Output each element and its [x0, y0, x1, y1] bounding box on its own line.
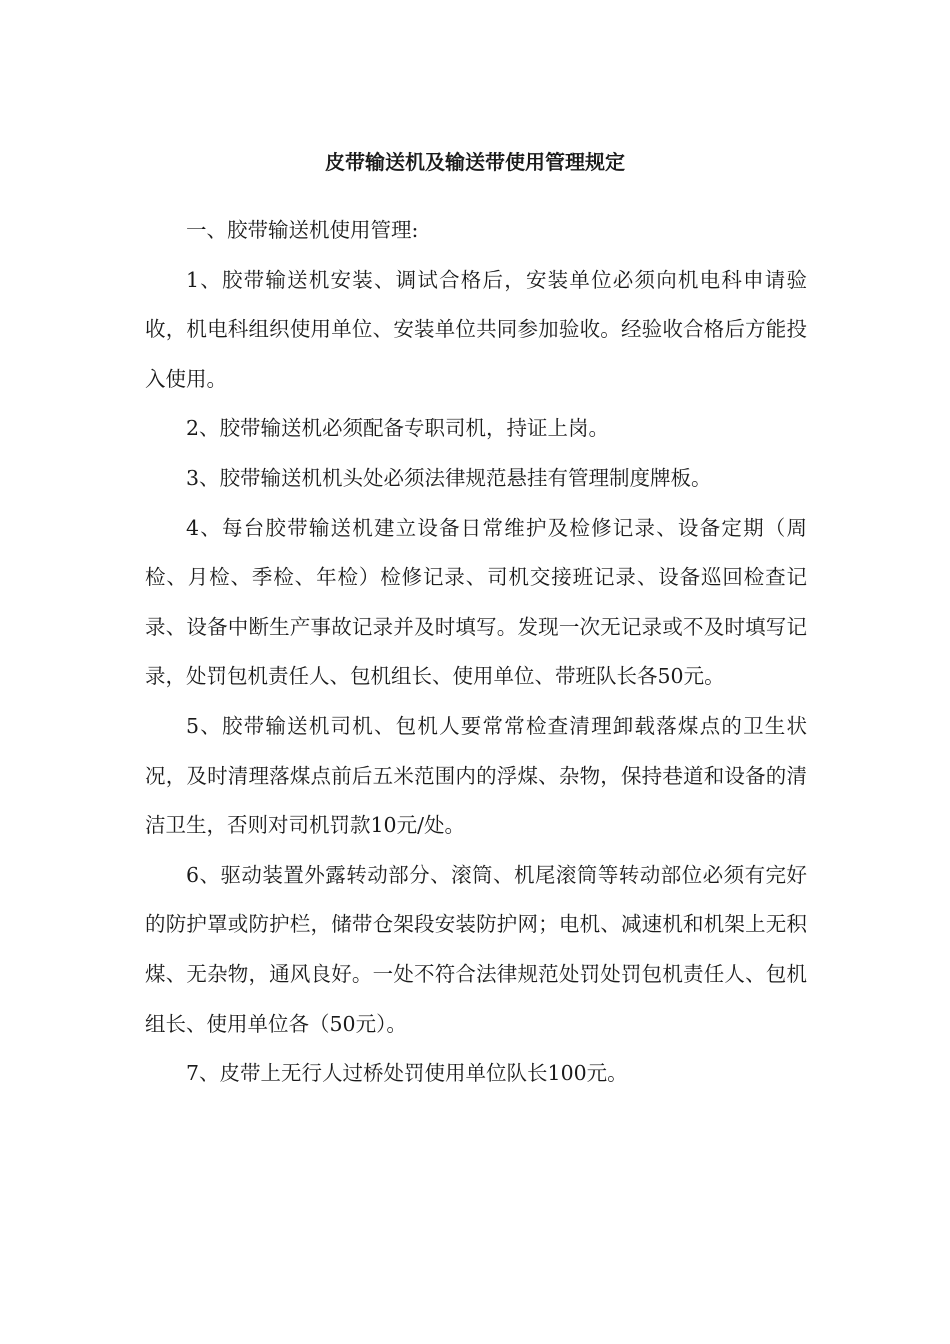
document-title: 皮带输送机及输送带使用管理规定 [325, 150, 625, 174]
paragraph-2: 2、胶带输送机必须配备专职司机，持证上岗。 [186, 416, 610, 441]
document-body [145, 206, 807, 1099]
paragraph-5: 5、胶带输送机司机、包机人要常常检查清理卸载落煤点的卫生状况，及时清理落煤点前后五米范围内的浮煤、杂物，保持巷道和设备的清洁卫生，否则对司机罚款10元/处。 [145, 713, 807, 838]
paragraph-1: 1、胶带输送机安装、调试合格后，安装单位必须向机电科申请验收，机电科组织使用单位、安装单位共同参加验收。经验收合格后方能投入使用。 [145, 267, 807, 391]
paragraph-7: 7、皮带上无行人过桥处罚使用单位队长100元。 [186, 1061, 628, 1086]
paragraph-3: 3、胶带输送机机头处必须法律规范悬挂有管理制度牌板。 [186, 465, 712, 490]
paragraph-4: 4、每台胶带输送机建立设备日常维护及检修记录、设备定期（周检、月检、季检、年检）检修记录、司机交接班记录、设备巡回检查记录、设备中断生产事故记录并及时填写。发现一次无记录或不及时填写记录，处罚包机责任人、包机组长、使用单位、带班队长各50元。 [145, 515, 807, 689]
paragraph-6: 6、驱动装置外露转动部分、滚筒、机尾滚筒等转动部位必须有完好的防护罩或防护栏，储带仓架段安装防护网；电机、减速机和机架上无积煤、无杂物，通风良好。一处不符合法律规范处罚处罚包机责任人、包机组长、使用单位各（50元）。 [145, 862, 807, 1036]
section-heading: 一、胶带输送机使用管理: [186, 218, 419, 242]
